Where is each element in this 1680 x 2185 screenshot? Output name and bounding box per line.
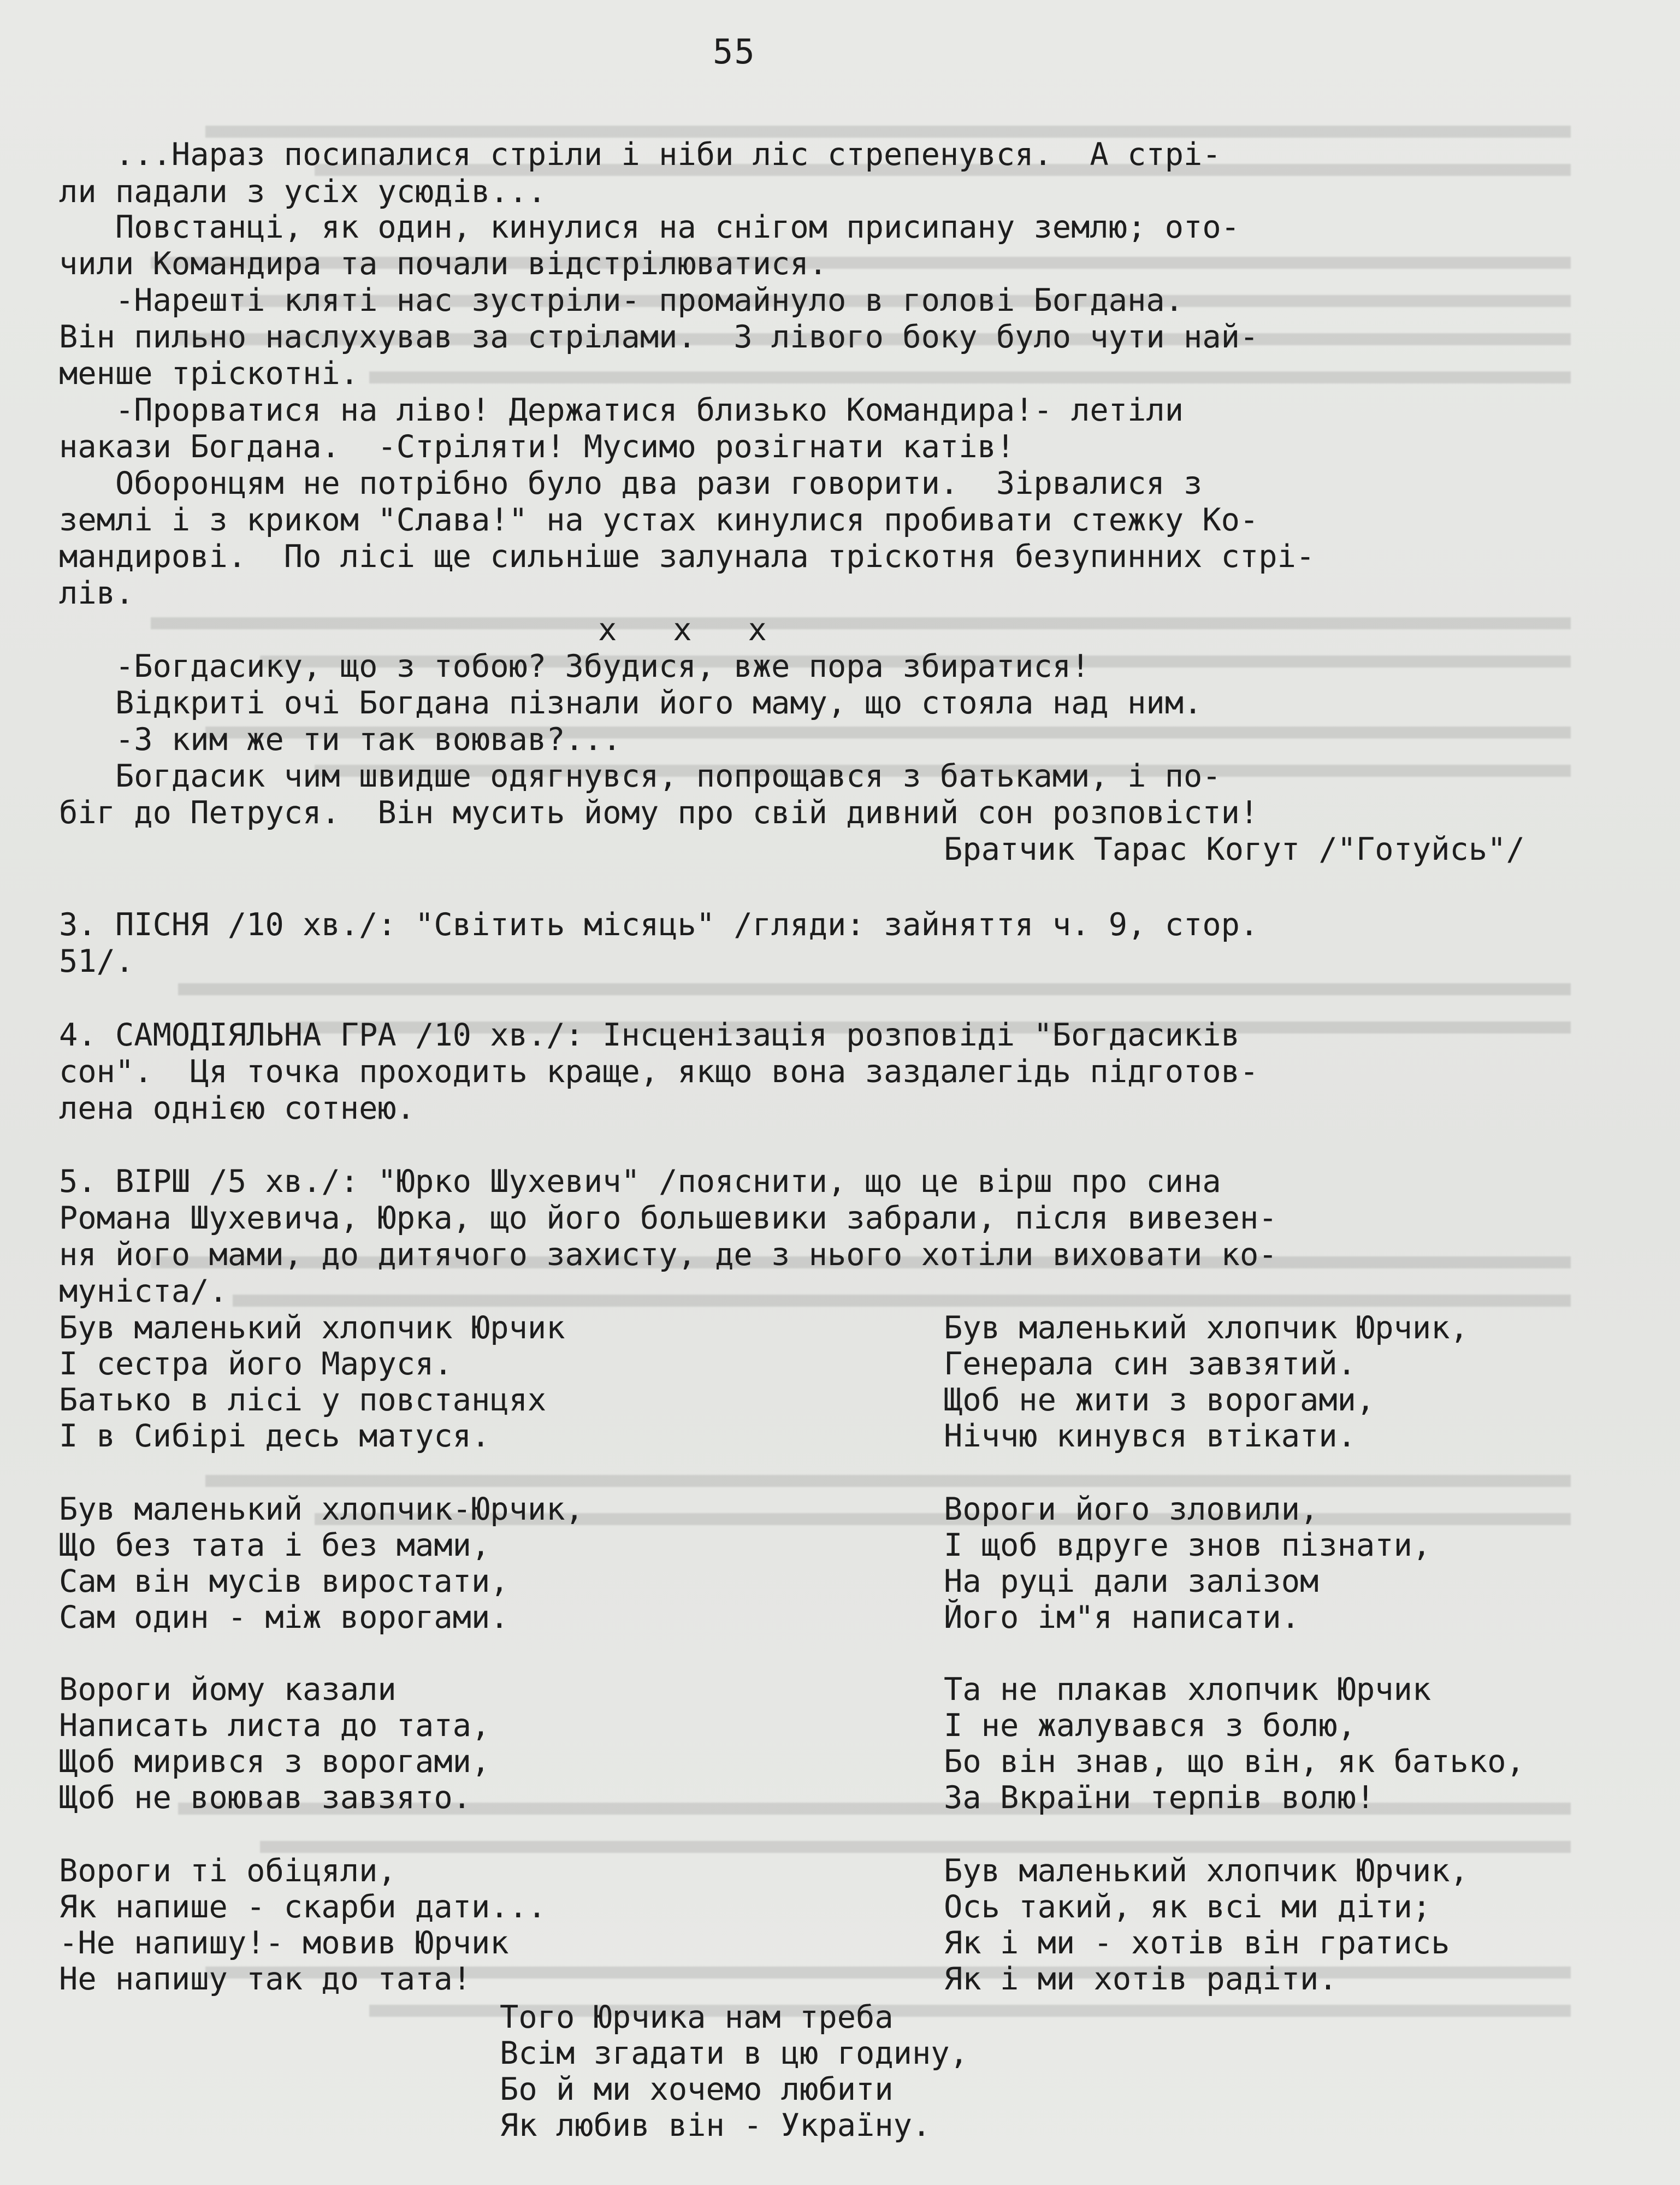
story-line: ...Нараз посипалися стріли і ніби ліс стрепенувся. А стрі- [59,137,1221,173]
story-line: Богдасик чим швидше одягнувся, попрощався з батьками, і по- [59,758,1221,794]
story-author: Братчик Тарас Когут /"Готуйсь"/ [944,831,1525,867]
story-line: землі і з криком "Слава!" на устах кинулися пробивати стежку Ко- [59,502,1259,538]
poem-stanza-left-4 [59,1853,546,1997]
poem-line: Батько в лісі у повстанцях [59,1382,547,1418]
story-line: біг до Петруся. Він мусить йому про свій дивний сон розповісти! [59,795,1259,831]
poem-line: Як і ми хотів радіти. [944,1961,1338,1997]
section-song-line: 51/. [59,943,134,979]
story-line: лів. [59,575,134,611]
section-poem-line: 5. ВІРШ /5 хв./: "Юрко Шухевич" /пояснити, що це вірш про сина [59,1164,1221,1200]
poem-line: Був маленький хлопчик Юрчик [59,1310,565,1346]
story-line: -З ким же ти так воював?... [59,722,622,758]
poem-stanza-left-2 [59,1491,584,1635]
poem-line: Генерала син завзятий. [944,1346,1356,1382]
poem-line: Ось такий, як всі ми діти; [944,1889,1431,1925]
poem-line: На руці дали залізом [944,1563,1319,1599]
story-line: Повстанці, як один, кинулися на снігом присипану землю; ото- [59,209,1240,245]
section-separator: x x x [598,612,767,648]
story-line: накази Богдана. -Стріляти! Мусимо розігнати катів! [59,429,1015,465]
story-line: чили Командира та почали відстрілюватися. [59,246,827,282]
poem-stanza-final [500,1999,968,2143]
poem-line: Того Юрчика нам треба [500,1999,894,2035]
poem-line: Сам він мусів виростати, [59,1563,509,1599]
poem-line: Як напише - скарби дати... [59,1889,547,1925]
section-game-line: лена однією сотнею. [59,1090,416,1126]
story-line: -Нарешті кляті нас зустріли- промайнуло в голові Богдана. [59,282,1184,318]
poem-stanza-right-1 [944,1310,1469,1454]
poem-line: Був маленький хлопчик Юрчик, [944,1310,1469,1346]
poem-line: Що без тата і без мами, [59,1527,490,1563]
story-line: Оборонцям не потрібно було два рази говорити. Зірвалися з [59,465,1203,501]
section-poem-line: Романа Шухевича, Юрка, що його большевики забрали, після вивезен- [59,1200,1277,1236]
section-poem-line: муніста/. [59,1273,228,1309]
story-line: ли падали з усіх усюдів... [59,174,547,210]
poem-line: І щоб вдруге знов пізнати, [944,1527,1431,1563]
story-line: -Богдасику, що з тобою? Збудися, вже пора збиратися! [59,648,1090,684]
poem-line: -Не напишу!- мовив Юрчик [59,1925,509,1961]
poem-stanza-right-3 [944,1672,1525,1816]
story-line: менше тріскотні. [59,356,359,392]
poem-line: Бо й ми хочемо любити [500,2071,894,2107]
poem-line: І сестра його Маруся. [59,1346,453,1382]
section-song-line: 3. ПІСНЯ /10 хв./: "Світить місяць" /гляди: зайняття ч. 9, стор. [59,907,1259,943]
poem-line: І в Сибірі десь матуся. [59,1418,490,1454]
poem-line: Був маленький хлопчик Юрчик, [944,1853,1469,1889]
poem-stanza-right-2 [944,1491,1431,1635]
poem-line: Щоб не воював завзято. [59,1780,471,1816]
story-line: мандирові. По лісі ще сильніше залунала тріскотня безупинних стрі- [59,539,1315,575]
poem-line: Щоб мирився з ворогами, [59,1744,490,1780]
page-number: 55 [713,32,756,72]
poem-line: Не напишу так до тата! [59,1961,471,1997]
poem-line: Бо він знав, що він, як батько, [944,1744,1525,1780]
poem-line: Як любив він - Україну. [500,2107,931,2143]
poem-line: Сам один - між ворогами. [59,1599,509,1635]
poem-line: Всім згадати в цю годину, [500,2035,968,2071]
story-line: Він пильно наслухував за стрілами. З лівого боку було чути най- [59,319,1259,355]
section-poem-line: ня його мами, до дитячого захисту, де з нього хотіли виховати ко- [59,1237,1277,1273]
poem-line: Щоб не жити з ворогами, [944,1382,1375,1418]
poem-line: Вороги його зловили, [944,1491,1319,1527]
poem-line: І не жалувався з болю, [944,1708,1356,1744]
poem-line: Як і ми - хотів він гратись [944,1925,1450,1961]
section-game-line: сон". Ця точка проходить краще, якщо вона заздалегідь підготов- [59,1054,1259,1090]
poem-line: Вороги ті обіцяли, [59,1853,397,1889]
poem-stanza-left-3 [59,1672,490,1816]
poem-line: Вороги йому казали [59,1672,397,1708]
poem-stanza-right-4 [944,1853,1469,1997]
story-line: Відкриті очі Богдана пізнали його маму, що стояла над ним. [59,685,1203,721]
poem-stanza-left-1 [59,1310,565,1454]
section-game-line: 4. САМОДІЯЛЬНА ГРА /10 хв./: Інсценізація розповіді "Богдасиків [59,1017,1240,1053]
story-line: -Прорватися на ліво! Держатися близько Командира!- летіли [59,392,1184,428]
poem-line: Його ім"я написати. [944,1599,1300,1635]
poem-line: Ніччю кинувся втікати. [944,1418,1356,1454]
poem-line: Був маленький хлопчик-Юрчик, [59,1491,584,1527]
poem-line: Та не плакав хлопчик Юрчик [944,1672,1431,1708]
poem-line: Написать листа до тата, [59,1708,490,1744]
poem-line: За Вкраїни терпів волю! [944,1780,1375,1816]
